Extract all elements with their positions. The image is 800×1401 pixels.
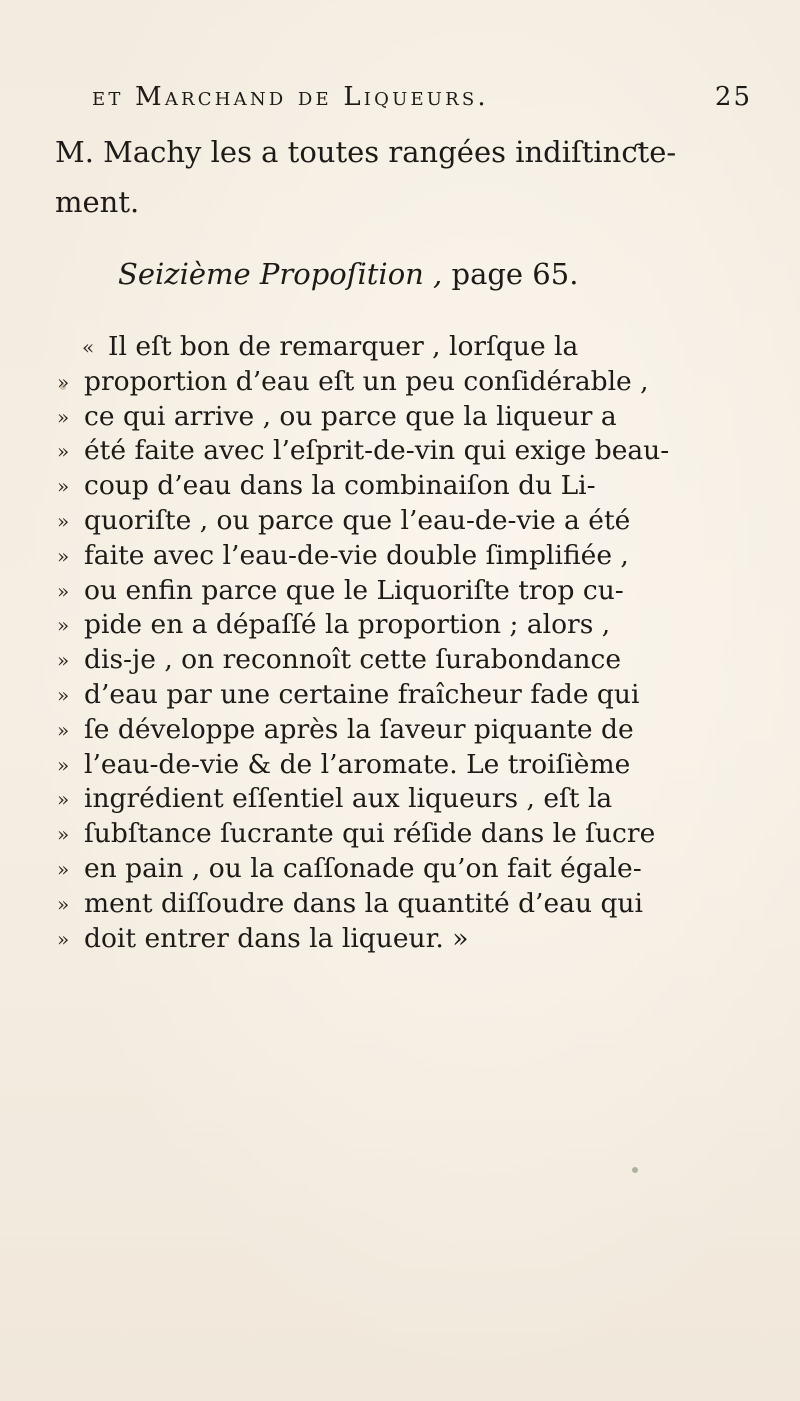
quote-line-text: en pain , ou la caſſonade qu’on fait égale- [84,853,642,884]
quote-line-text: ingrédient eſſentiel aux liqueurs , eſt la [84,783,613,815]
quote-line-text: quoriſte , ou parce que l’eau-de-vie a été [84,505,631,536]
quote-line-text: ſubſtance ſucrante qui réſide dans le ſucre [84,818,656,850]
guillemet-mark: « [82,335,95,359]
quote-line-text: ce qui arrive , ou parce que la liqueur a [84,400,617,432]
quote-line-text: été faite avec l’eſprit-de-vin qui exige beau- [84,435,670,467]
guillemet-mark: » [57,509,70,533]
guillemet-mark: » [57,891,70,916]
guillemet-mark: » [57,822,70,847]
intro-line-1: M. Machy les a toutes rangées indiſtinƈte- [55,135,677,169]
guillemet-mark: » [57,683,70,707]
quote-line-text: ment diſſoudre dans la quantité d’eau qui [84,887,643,919]
guillemet-mark: » [57,369,70,394]
guillemet-mark: » [57,857,70,881]
intro-line-2: ment. [55,185,140,219]
ink-speck [60,384,66,390]
guillemet-mark: » [57,752,70,777]
heading-italic: Seizième Propoſition , [118,257,443,291]
quote-line-text: d’eau par une certaine fraîcheur fade qui [84,679,640,710]
quote-line-text: faite avec l’eau-de-vie double ſimplifiée , [84,539,629,571]
guillemet-mark: » [57,787,70,812]
guillemet-mark: » [57,613,70,638]
ink-speck [632,1167,638,1173]
section-heading [118,257,578,291]
guillemet-mark: » [57,578,70,603]
running-head-title: et Marchand de Liqueurs. [92,82,489,112]
quote-line-text: pide en a dépaſſé la proportion ; alors , [84,609,611,641]
guillemet-mark: » [57,717,70,742]
quote-line-text: l’eau-de-vie & de l’aromate. Le troiſième [84,748,631,780]
quote-line-text: ou enfin parce que le Liquoriſte trop cu- [84,574,624,606]
guillemet-mark: » [57,648,70,673]
guillemet-mark: » [57,474,70,499]
quote-line-text: ſe développe après la ſaveur piquante de [84,713,634,745]
guillemet-mark: » [57,404,70,429]
page-number: 25 [714,82,752,112]
heading-page-ref: page 65. [442,257,579,291]
guillemet-mark: » [57,439,70,464]
quote-line-text: proportion d’eau eſt un peu conſidérable , [84,365,649,397]
quote-line-text: dis-je , on reconnoît cette ſurabondance [84,644,622,676]
quote-line-text: coup d’eau dans la combinaiſon du Li- [84,470,596,502]
guillemet-mark: » [57,926,70,951]
guillemet-mark: » [57,543,70,568]
quote-line-text: doit entrer dans la liqueur. » [84,922,469,954]
quote-line-text: Il eſt bon de remarquer , lorſque la [108,331,579,362]
running-head [92,82,752,126]
